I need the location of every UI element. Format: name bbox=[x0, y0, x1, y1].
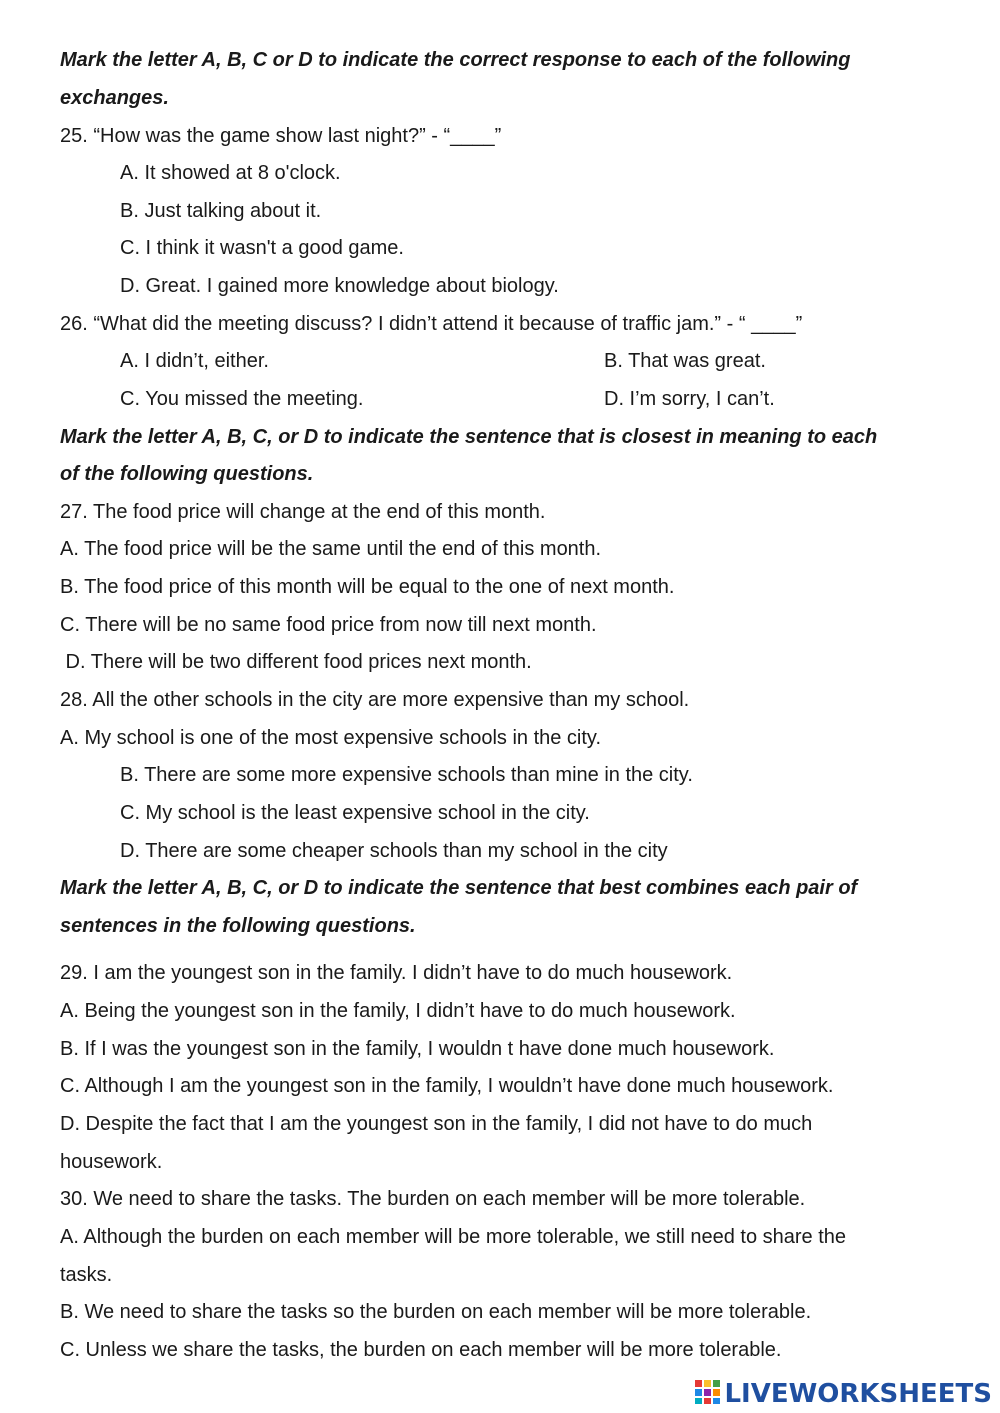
answer-option[interactable]: B. We need to share the tasks so the burden on each member will be more tolerable. bbox=[60, 1301, 812, 1323]
answer-option[interactable]: D. There will be two different food prices next month. bbox=[60, 651, 532, 673]
section-instruction: Mark the letter A, B, C or D to indicate the correct response to each of the following bbox=[60, 49, 851, 71]
answer-option[interactable]: D. There are some cheaper schools than my school in the city bbox=[120, 840, 668, 862]
question-stem: 28. All the other schools in the city are more expensive than my school. bbox=[60, 689, 690, 711]
liveworksheets-watermark bbox=[695, 1379, 992, 1409]
answer-option[interactable]: B. Just talking about it. bbox=[120, 200, 322, 222]
answer-option[interactable]: B. That was great. bbox=[604, 350, 766, 372]
answer-option-continued: tasks. bbox=[60, 1264, 113, 1286]
answer-option[interactable]: C. You missed the meeting. bbox=[120, 388, 364, 410]
section-instruction: exchanges. bbox=[60, 87, 169, 109]
answer-option[interactable]: B. There are some more expensive schools than mine in the city. bbox=[120, 764, 693, 786]
question-stem: 29. I am the youngest son in the family. I didn’t have to do much housework. bbox=[60, 962, 733, 984]
answer-option[interactable]: B. The food price of this month will be equal to the one of next month. bbox=[60, 576, 675, 598]
section-instruction: sentences in the following questions. bbox=[60, 915, 416, 937]
answer-option[interactable]: B. If I was the youngest son in the family, I wouldn t have done much housework. bbox=[60, 1038, 775, 1060]
answer-option[interactable]: A. Being the youngest son in the family, I didn’t have to do much housework. bbox=[60, 1000, 736, 1022]
answer-option[interactable]: A. The food price will be the same until the end of this month. bbox=[60, 538, 602, 560]
answer-option[interactable]: C. Although I am the youngest son in the family, I wouldn’t have done much housework. bbox=[60, 1075, 834, 1097]
answer-option[interactable]: D. Great. I gained more knowledge about biology. bbox=[120, 275, 559, 297]
answer-option[interactable]: C. I think it wasn't a good game. bbox=[120, 237, 404, 259]
watermark-text: LIVEWORKSHEETS bbox=[724, 1379, 992, 1409]
answer-option[interactable]: C. My school is the least expensive school in the city. bbox=[120, 802, 590, 824]
answer-option[interactable]: D. Despite the fact that I am the youngest son in the family, I did not have to do much bbox=[60, 1113, 813, 1135]
answer-option[interactable]: C. There will be no same food price from now till next month. bbox=[60, 614, 597, 636]
question-stem: 27. The food price will change at the end of this month. bbox=[60, 501, 546, 523]
answer-option[interactable]: A. Although the burden on each member will be more tolerable, we still need to share the bbox=[60, 1226, 847, 1248]
section-instruction: Mark the letter A, B, C, or D to indicate the sentence that is closest in meaning to each bbox=[60, 426, 878, 448]
question-stem: 25. “How was the game show last night?” - “____” bbox=[60, 125, 502, 147]
answer-option-continued: housework. bbox=[60, 1151, 163, 1173]
liveworksheets-logo-icon bbox=[695, 1380, 721, 1409]
section-instruction: Mark the letter A, B, C, or D to indicate the sentence that best combines each pair of bbox=[60, 877, 858, 899]
answer-option[interactable]: D. I’m sorry, I can’t. bbox=[604, 388, 775, 410]
answer-option[interactable]: A. I didn’t, either. bbox=[120, 350, 269, 372]
question-stem: 30. We need to share the tasks. The burden on each member will be more tolerable. bbox=[60, 1188, 806, 1210]
section-instruction: of the following questions. bbox=[60, 463, 314, 485]
answer-option[interactable]: C. Unless we share the tasks, the burden on each member will be more tolerable. bbox=[60, 1339, 782, 1361]
answer-option[interactable]: A. My school is one of the most expensive schools in the city. bbox=[60, 727, 601, 749]
answer-option[interactable]: A. It showed at 8 o'clock. bbox=[120, 162, 341, 184]
question-stem: 26. “What did the meeting discuss? I didn’t attend it because of traffic jam.” - “ ____” bbox=[60, 313, 803, 335]
